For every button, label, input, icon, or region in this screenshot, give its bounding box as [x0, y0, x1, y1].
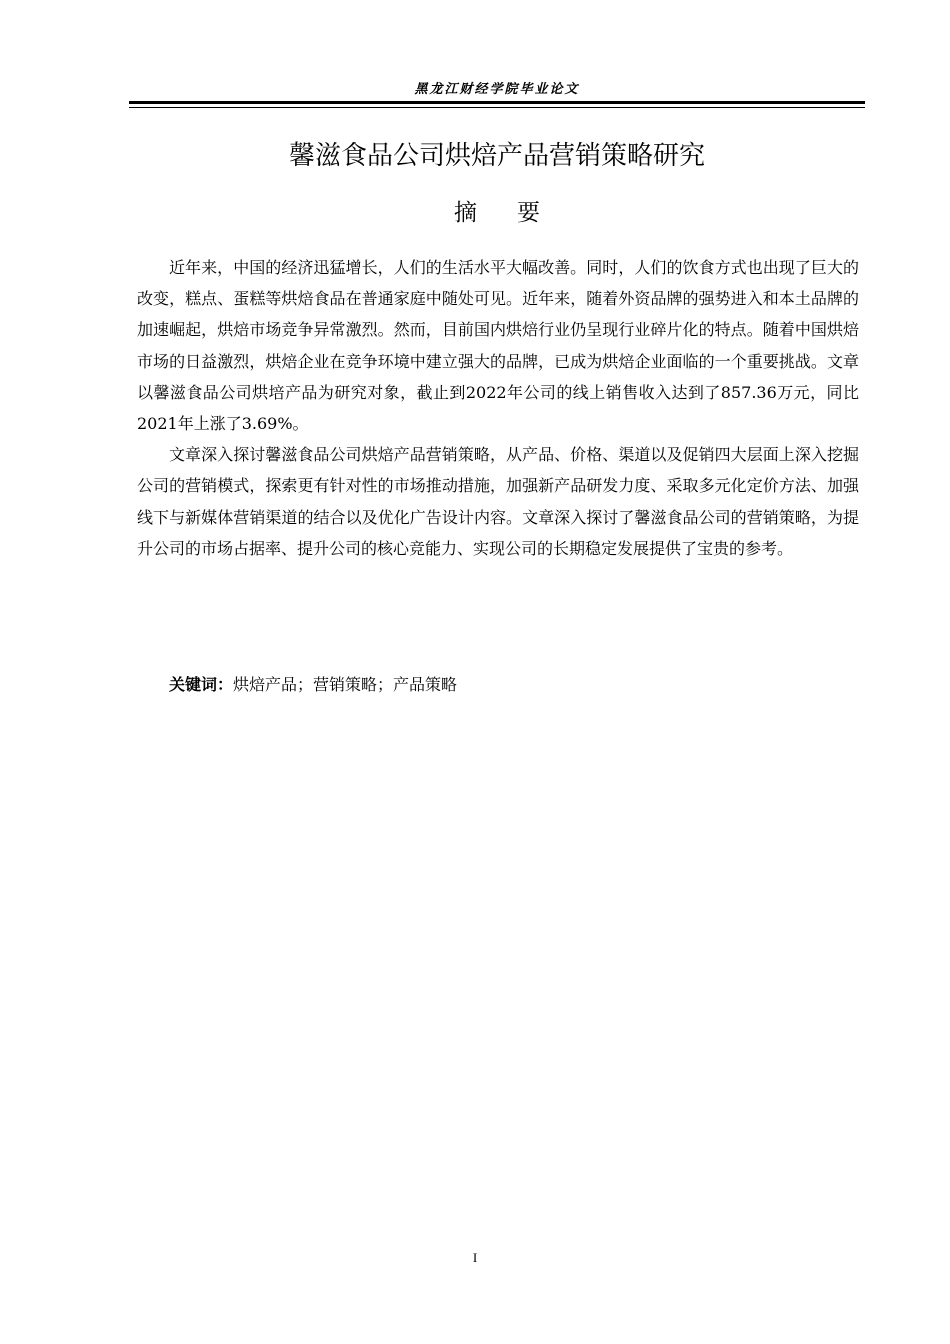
- abstract-paragraph-1: 近年来，中国的经济迅猛增长，人们的生活水平大幅改善。同时，人们的饮食方式也出现了巨大的改变，糕点、蛋糕等烘焙食品在普通家庭中随处可见。近年来，随着外资品牌的强势进入和本土品牌的加速崛起，烘焙市场竞争异常激烈。然而，目前国内烘焙行业仍呈现行业碎片化的特点。随着中国烘焙市场的日益激烈，烘焙企业在竞争环境中建立强大的品牌，已成为烘焙企业面临的一个重要挑战。文章以馨滋食品公司烘培产品为研究对象，截止到2022年公司的线上销售收入达到了857.36万元，同比2021年上涨了3.69%。: [137, 258, 859, 434]
- keywords-value: 烘焙产品；营销策略；产品策略: [233, 675, 458, 694]
- thesis-title: 馨滋食品公司烘焙产品营销策略研究: [288, 141, 705, 171]
- running-header: 黑龙江财经学院毕业论文: [414, 82, 580, 97]
- abstract-heading: 摘要: [454, 200, 580, 226]
- header-rule-thick: [129, 101, 865, 104]
- page-number: I: [472, 1250, 478, 1265]
- keywords-line: [169, 671, 457, 699]
- abstract-paragraph-2: 文章深入探讨馨滋食品公司烘焙产品营销策略，从产品、价格、渠道以及促销四大层面上深入挖掘公司的营销模式，探索更有针对性的市场推动措施，加强新产品研发力度、采取多元化定价方法、加强线下与新媒体营销渠道的结合以及优化广告设计内容。文章深入探讨了馨滋食品公司的营销策略，为提升公司的市场占据率、提升公司的核心竞能力、实现公司的长期稳定发展提供了宝贵的参考。: [137, 445, 859, 558]
- header-rule-thin: [129, 107, 865, 108]
- keywords-label: 关键词：: [169, 675, 234, 694]
- abstract-body: [137, 252, 859, 564]
